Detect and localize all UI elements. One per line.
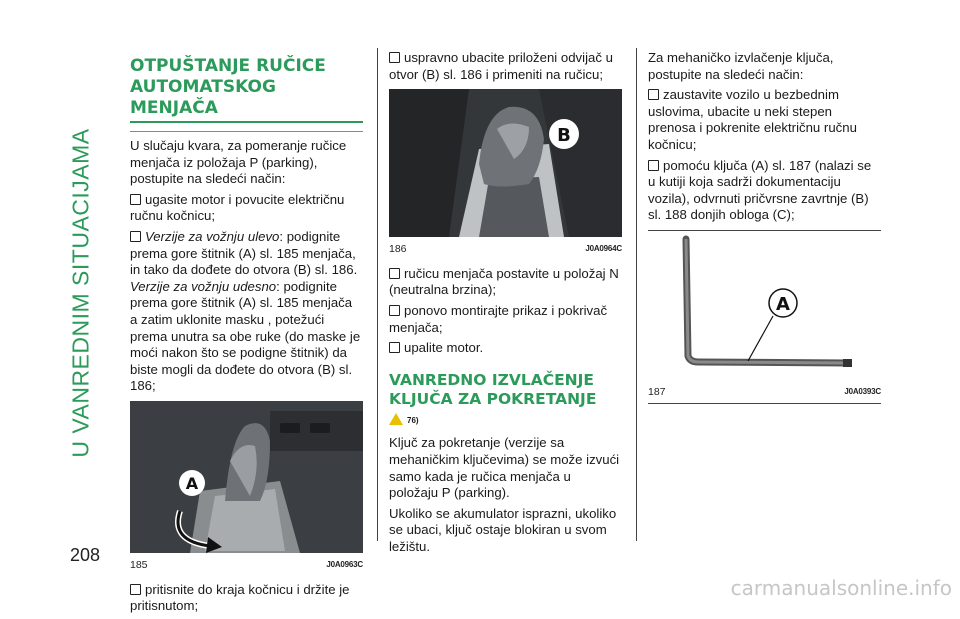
column-3 bbox=[648, 50, 881, 404]
step-item: uspravno ubacite priloženi odvijač u otvor (B) sl. 186 i primeniti na ručicu; bbox=[389, 50, 613, 82]
figure-caption: 187 J0A0393C bbox=[648, 385, 881, 398]
body-paragraph: Ključ za pokretanje (verzije sa mehaničkim ključevima) se može izvući samo kada je ručica menjača u položaju P (parking). bbox=[389, 435, 620, 501]
checkbox-bullet-icon bbox=[389, 342, 400, 353]
figure-callout-a: A bbox=[776, 293, 790, 315]
figure-186-shift-boot bbox=[389, 89, 622, 237]
body-paragraph: Ukoliko se akumulator isprazni, ukoliko se ubaci, ključ ostaje blokiran u svom ležištu. bbox=[389, 505, 617, 554]
intro-text: U slučaju kvara, za pomeranje ručice menjača iz položaja P (parking), postupite na sledeći način: bbox=[130, 138, 347, 187]
step-item: ponovo montirajte prikaz i pokrivač menjača; bbox=[389, 302, 608, 335]
figure-185-gear-lever bbox=[130, 401, 363, 553]
figure-187-key-tool bbox=[648, 231, 881, 381]
checkbox-bullet-icon bbox=[389, 268, 400, 279]
figure-callout-a: A bbox=[185, 473, 199, 493]
step-item: upalite motor. bbox=[389, 340, 622, 357]
checkbox-bullet-icon bbox=[648, 160, 659, 171]
step-item: ručicu menjača postavite u položaj N (neutralna brzina); bbox=[389, 265, 619, 298]
step-item: zaustavite vozilo u bezbednim uslovima, ubacite u neki stepen prenosa i pokrenite električnu ručnu kočnicu; bbox=[648, 87, 857, 152]
checkbox-bullet-icon bbox=[130, 584, 141, 595]
step-item: pritisnite do kraja kočnicu i držite je pritisnutom; bbox=[130, 581, 350, 614]
heading-divider bbox=[130, 131, 363, 132]
column-divider bbox=[636, 48, 637, 541]
checkbox-bullet-icon bbox=[389, 305, 400, 316]
figure-caption: 186 J0A0964C bbox=[389, 243, 622, 256]
section-heading-gear-release: OTPUŠTANJE RUČICE AUTOMATSKOG MENJAČA bbox=[130, 56, 363, 129]
section-heading-key-extraction: VANREDNO IZVLAČENJE KLJUČA ZA POKRETANJE bbox=[389, 370, 597, 408]
intro-text: Za mehaničko izvlačenje ključa, postupite na sledeći način: bbox=[648, 50, 834, 82]
column-1 bbox=[130, 50, 363, 619]
side-section-title: U VANREDNIM SITUACIJAMA bbox=[67, 127, 94, 458]
step-item: pomoću ključa (A) sl. 187 (nalazi se u kutiji koja sadrži dokumentaciju vozila), odvrnuti pričvrsne zavrtnje (B) sl. 188 donjih obloga (C); bbox=[648, 157, 872, 223]
figure-bottom-rule bbox=[648, 403, 881, 404]
column-divider bbox=[377, 48, 378, 541]
column-2 bbox=[389, 50, 622, 560]
checkbox-bullet-icon bbox=[389, 52, 400, 63]
figure-caption: 185 J0A0963C bbox=[130, 558, 363, 571]
step-item: Verzije za vožnju ulevo: podignite prema gore štitnik (A) sl. 185 menjača, in tako da dođete do otvora (B) sl. 186. Verzije za vožnju udesno: podignite prema gore štitnik (A) sl. 185 menjača a zatim uklonite masku , potežući prema unutra sa obe ruke (do maske je moći nakon što se podigne štitnik) da biste mogli da dođete do otvora (B) sl. 186; bbox=[130, 228, 361, 394]
warning-reference: 76) bbox=[389, 413, 622, 430]
page-number: 208 bbox=[70, 545, 101, 565]
watermark-text: carmanualsonline.info bbox=[730, 576, 952, 600]
checkbox-bullet-icon bbox=[130, 231, 141, 242]
checkbox-bullet-icon bbox=[130, 194, 141, 205]
step-item: ugasite motor i povucite električnu ručnu kočnicu; bbox=[130, 191, 345, 224]
figure-callout-b: B bbox=[557, 125, 571, 147]
checkbox-bullet-icon bbox=[648, 89, 659, 100]
warning-triangle-icon bbox=[389, 413, 403, 425]
